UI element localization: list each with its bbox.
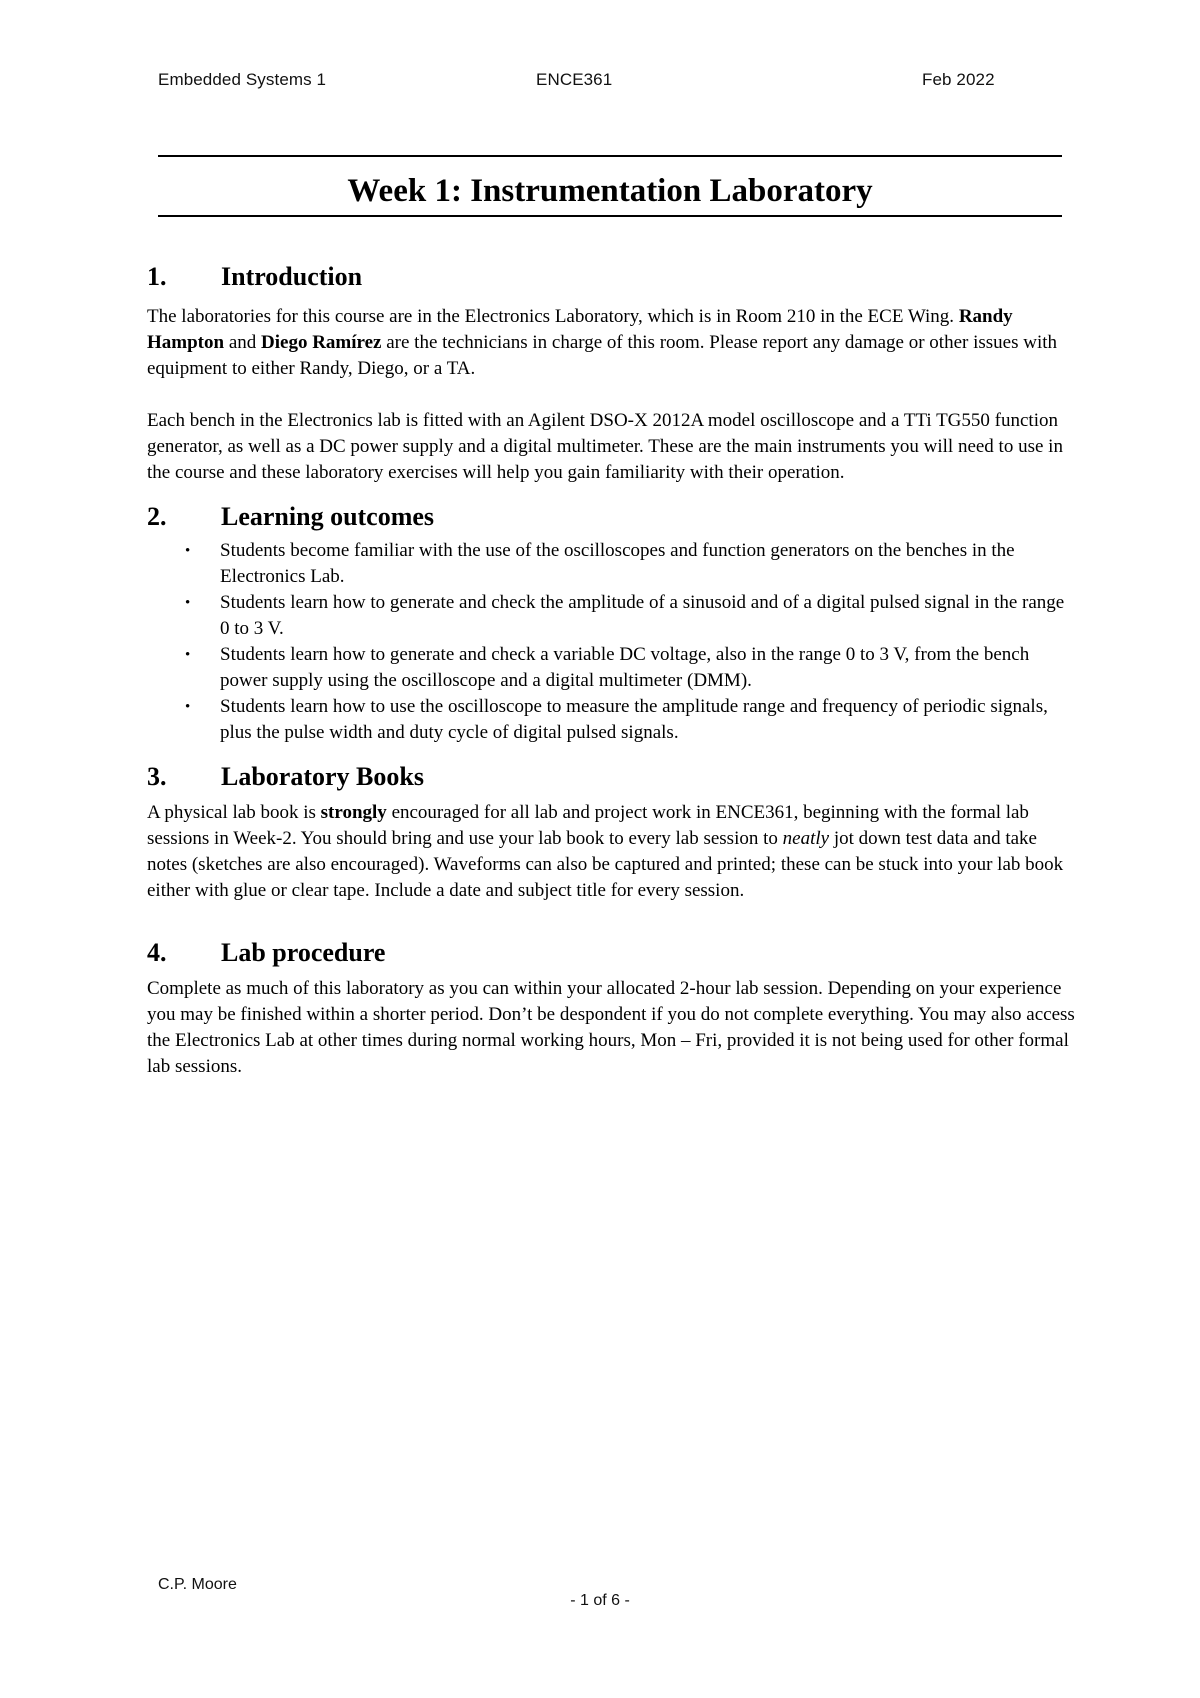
- header-course-name: Embedded Systems 1: [158, 70, 327, 89]
- list-item-text: Students learn how to generate and check the amplitude of a sinusoid and of a digital pulsed signal in the range 0 to 3 V.: [220, 592, 1065, 639]
- text-run: and: [224, 332, 262, 353]
- list-item: [147, 642, 1077, 694]
- list-item: [147, 538, 1077, 590]
- title-block: [158, 155, 1062, 217]
- section-heading: [147, 938, 1077, 968]
- emphasis-italic: neatly: [782, 828, 830, 849]
- outcomes-list: [147, 538, 1077, 746]
- section-lab-procedure: [147, 938, 1077, 1080]
- intro-paragraph-1: [147, 304, 1077, 382]
- header-course-code: ENCE361: [536, 70, 613, 89]
- footer-author: C.P. Moore: [158, 1576, 237, 1593]
- section-laboratory-books: [147, 762, 1077, 904]
- text-run: The laboratories for this course are in the Electronics Laboratory, which is in Room 210 in the ECE Wing.: [147, 306, 959, 327]
- procedure-paragraph: Complete as much of this laboratory as you can within your allocated 2-hour lab session. Depending on your experience you may be finished within a shorter period. Don’t be despondent if you do not complete everything. You may also access the Electronics Lab at other times during normal working hours, Mon – Fri, provided it is not being used for other formal lab sessions.: [147, 978, 1075, 1077]
- document-body: [147, 262, 1077, 1080]
- section-title: Introduction: [221, 262, 363, 291]
- intro-paragraph-2: Each bench in the Electronics lab is fitted with an Agilent DSO-X 2012A model oscilloscope and a TTi TG550 function generator, as well as a DC power supply and a digital multimeter. These are the main instruments you will need to use in the course and these laboratory exercises will help you gain familiarity with their operation.: [147, 410, 1063, 483]
- text-run: encouraged for all lab and project work in ENCE361, beginning with the formal lab sessions in Week-2. You should bring and use your lab book to every lab session to: [147, 802, 1029, 849]
- bullet-icon: •: [185, 595, 191, 611]
- section-number: 2.: [147, 502, 167, 531]
- section-heading: [147, 502, 1077, 532]
- section-heading: [147, 262, 1077, 292]
- section-title: Learning outcomes: [221, 502, 435, 531]
- list-item: [147, 694, 1077, 746]
- bullet-icon: •: [185, 647, 191, 663]
- page-title: Week 1: Instrumentation Laboratory: [347, 173, 873, 209]
- header-date: Feb 2022: [922, 70, 995, 89]
- technician-name: Diego Ramírez: [261, 332, 382, 353]
- section-learning-outcomes: [147, 502, 1077, 746]
- section-introduction: [147, 262, 1077, 486]
- text-run: jot down test data and take notes (sketches are also encouraged). Waveforms can also be captured and printed; these can be stuck into your lab book either with glue or clear tape. Include a date and subject title for every session.: [147, 828, 1064, 901]
- section-title: Lab procedure: [221, 938, 386, 967]
- technician-name: Randy Hampton: [147, 306, 1013, 353]
- section-number: 1.: [147, 262, 167, 291]
- text-run: are the technicians in charge of this room. Please report any damage or other issues with equipment to either Randy, Diego, or a TA.: [147, 332, 1058, 379]
- list-item: [147, 590, 1077, 642]
- section-number: 4.: [147, 938, 167, 967]
- list-item-text: Students become familiar with the use of the oscilloscopes and function generators on the benches in the Electronics Lab.: [220, 540, 1015, 587]
- list-item-text: Students learn how to generate and check a variable DC voltage, also in the range 0 to 3 V, from the bench power supply using the oscilloscope and a digital multimeter (DMM).: [220, 644, 1030, 691]
- section-heading: [147, 762, 1077, 792]
- emphasis-strong: strongly: [320, 802, 387, 823]
- text-run: A physical lab book is: [147, 802, 321, 823]
- list-item-text: Students learn how to use the oscilloscope to measure the amplitude range and frequency of periodic signals, plus the pulse width and duty cycle of digital pulsed signals.: [220, 696, 1048, 743]
- section-number: 3.: [147, 762, 167, 791]
- bullet-icon: •: [185, 699, 191, 715]
- footer-page-number: - 1 of 6 -: [570, 1592, 630, 1609]
- books-paragraph: [147, 800, 1077, 904]
- section-title: Laboratory Books: [221, 762, 424, 791]
- bullet-icon: •: [185, 543, 191, 559]
